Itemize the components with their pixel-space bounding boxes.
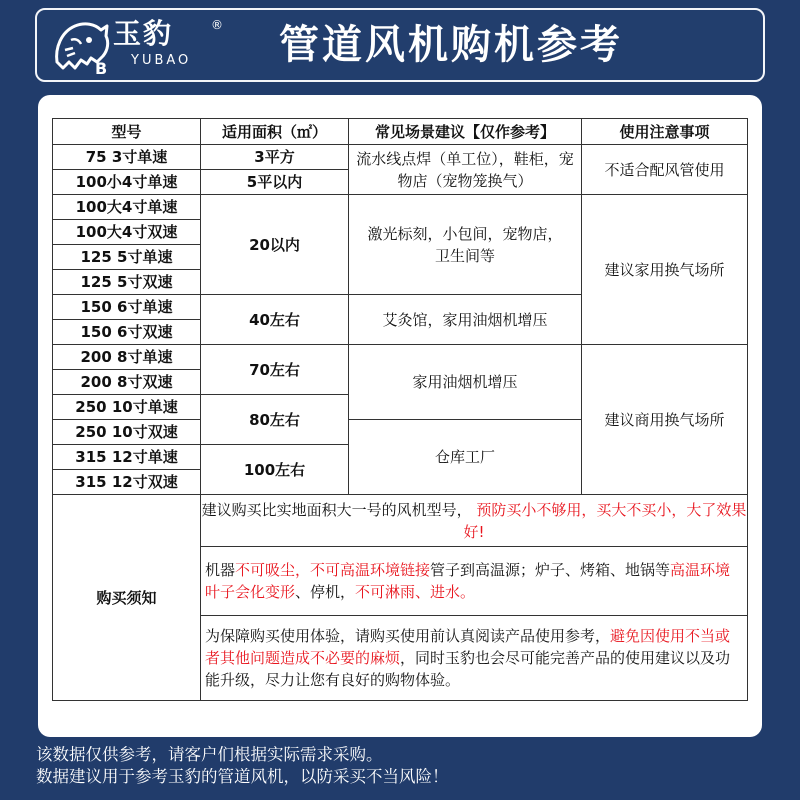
model-cell: 200 8寸双速 bbox=[53, 370, 201, 395]
tip-3-text: ，同时玉豹也会尽可能完善产品的使用建议以及功能升级，尽力让您有良好的购物体验。 bbox=[205, 649, 731, 689]
model-cell: 100大4寸单速 bbox=[53, 195, 201, 220]
model-cell: 315 12寸单速 bbox=[53, 445, 201, 470]
area-cell: 3平方 bbox=[201, 145, 349, 170]
area-cell: 100左右 bbox=[201, 445, 349, 495]
tip-1-line-1: 建议购买比实地面积大一号的风机型号， bbox=[201, 500, 472, 519]
header-notes: 使用注意事项 bbox=[582, 119, 748, 145]
area-cell: 80左右 bbox=[201, 395, 349, 445]
tip-2-warning: 不可淋雨、进水。 bbox=[355, 583, 476, 601]
svg-text:B: B bbox=[95, 59, 108, 76]
model-cell: 200 8寸单速 bbox=[53, 345, 201, 370]
area-cell: 20以内 bbox=[201, 195, 349, 295]
header-model: 型号 bbox=[53, 119, 201, 145]
model-cell: 125 5寸单速 bbox=[53, 245, 201, 270]
table-header-row bbox=[53, 119, 748, 145]
purchase-tip-2 bbox=[201, 547, 748, 616]
model-cell: 250 10寸单速 bbox=[53, 395, 201, 420]
footer-line-2: 数据建议用于参考玉豹的管道风机，以防采买不当风险！ bbox=[36, 767, 449, 786]
model-cell: 250 10寸双速 bbox=[53, 420, 201, 445]
scene-cell: 艾灸馆，家用油烟机增压 bbox=[349, 295, 582, 345]
scene-cell: 仓库工厂 bbox=[349, 420, 582, 495]
area-cell: 40左右 bbox=[201, 295, 349, 345]
tip-2-warning: 高温环境叶子会化变形 bbox=[205, 561, 731, 601]
footer-line-1: 该数据仅供参考，请客户们根据实际需求采购。 bbox=[36, 745, 383, 764]
brand-name-en: YUBAO bbox=[131, 53, 192, 68]
purchase-tip-1 bbox=[201, 495, 748, 547]
model-cell: 315 12寸双速 bbox=[53, 470, 201, 495]
note-cell: 不适合配风管使用 bbox=[582, 145, 748, 195]
page-title: 管道风机购机参考 bbox=[279, 22, 623, 68]
header-banner bbox=[35, 8, 765, 82]
footer-disclaimer bbox=[36, 744, 776, 788]
model-cell: 150 6寸单速 bbox=[53, 295, 201, 320]
brand-name-cn: 玉豹 bbox=[113, 17, 174, 50]
purchase-notice-label: 购买须知 bbox=[53, 495, 201, 701]
tip-1-line-2: 预防买小不够用，买大不买小，大了效果好! bbox=[463, 500, 747, 541]
purchase-tip-3 bbox=[201, 616, 748, 701]
header-scene: 常见场景建议【仅作参考】 bbox=[349, 119, 582, 145]
fan-reference-table bbox=[52, 118, 748, 701]
note-cell: 建议家用换气场所 bbox=[582, 195, 748, 345]
tip-2-text: 管子到高温源；炉子、烤箱、地锅等 bbox=[430, 561, 671, 579]
table-row bbox=[53, 195, 748, 220]
scene-cell: 家用油烟机增压 bbox=[349, 345, 582, 420]
note-cell: 建议商用换气场所 bbox=[582, 345, 748, 495]
table-row bbox=[53, 345, 748, 370]
tip-2-warning: 不可吸尘，不可高温环境链接 bbox=[235, 561, 431, 579]
leopard-logo-icon bbox=[51, 18, 113, 76]
scene-cell: 流水线点焊（单工位），鞋柜，宠物店（宠物笼换气） bbox=[349, 145, 582, 195]
model-cell: 75 3寸单速 bbox=[53, 145, 201, 170]
area-cell: 5平以内 bbox=[201, 170, 349, 195]
table-row bbox=[53, 145, 748, 170]
tip-2-text: 机器 bbox=[205, 561, 236, 579]
header-area: 适用面积（㎡） bbox=[201, 119, 349, 145]
model-cell: 100小4寸单速 bbox=[53, 170, 201, 195]
model-cell: 150 6寸双速 bbox=[53, 320, 201, 345]
area-cell: 70左右 bbox=[201, 345, 349, 395]
scene-cell: 激光标刻，小包间，宠物店，卫生间等 bbox=[349, 195, 582, 295]
registered-mark: ® bbox=[211, 18, 223, 32]
model-cell: 125 5寸双速 bbox=[53, 270, 201, 295]
table-row bbox=[53, 495, 748, 547]
tip-2-text: 、停机， bbox=[295, 583, 356, 601]
tip-3-text: 为保障购买使用体验，请购买使用前认真阅读产品使用参考， bbox=[205, 627, 611, 645]
model-cell: 100大4寸双速 bbox=[53, 220, 201, 245]
brand-logo bbox=[51, 16, 251, 76]
tip-3-warning: 避免因使用不当或者其他问题造成不必要的麻烦 bbox=[205, 627, 731, 667]
